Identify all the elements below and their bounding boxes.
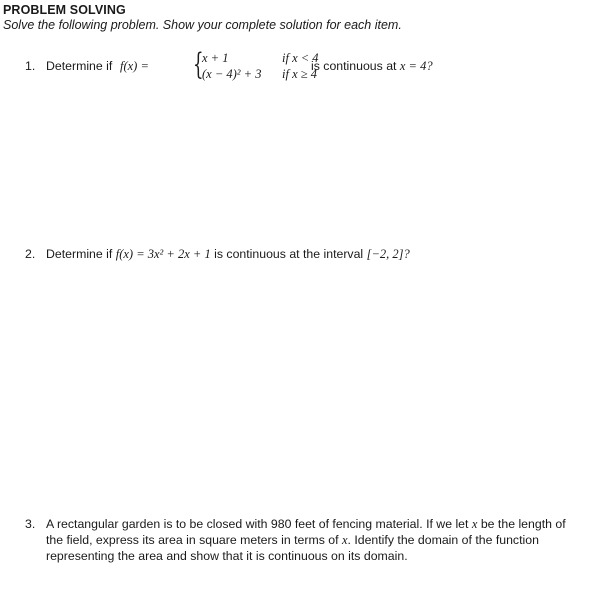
problem-body [46, 246, 410, 262]
problem-body [46, 516, 580, 564]
problem-number: 3. [25, 517, 36, 531]
variable-x: x [471, 517, 478, 531]
problem-tail [311, 58, 433, 74]
piecewise-case-1-condition: if x < 4 [282, 51, 319, 65]
function-expression: f(x) = 3x² + 2x + 1 [115, 247, 211, 261]
text-part-b: be the length of the field, express its area in square meters in terms of [46, 517, 566, 547]
piecewise-case-2-condition: if x ≥ 4 [282, 67, 317, 81]
problem-lead: Determine if [46, 59, 113, 73]
interval: [−2, 2]? [366, 247, 410, 261]
text-part-a: A rectangular garden is to be closed with 980 feet of fencing material. If we let [46, 517, 472, 531]
text-part-c: . Identify the domain of the function representing the area and show that it is continuous on its domain. [46, 533, 539, 563]
tail-text: is continuous at [311, 59, 400, 73]
instructions: Solve the following problem. Show your complete solution for each item. [3, 18, 402, 32]
function-name: f(x) = [120, 59, 149, 73]
problem-mid: is continuous at the interval [210, 247, 367, 261]
piecewise-case-2-expr: (x − 4)² + 3 [202, 67, 262, 81]
tail-math: x = 4? [399, 59, 433, 73]
problem-number: 1. [25, 59, 36, 73]
section-title: PROBLEM SOLVING [3, 3, 126, 17]
piecewise-brace: { [193, 47, 204, 82]
variable-x: x [341, 533, 348, 547]
problem-number: 2. [25, 247, 36, 261]
piecewise-case-1-expr: x + 1 [202, 51, 229, 65]
problem-lead: Determine if [46, 247, 116, 261]
